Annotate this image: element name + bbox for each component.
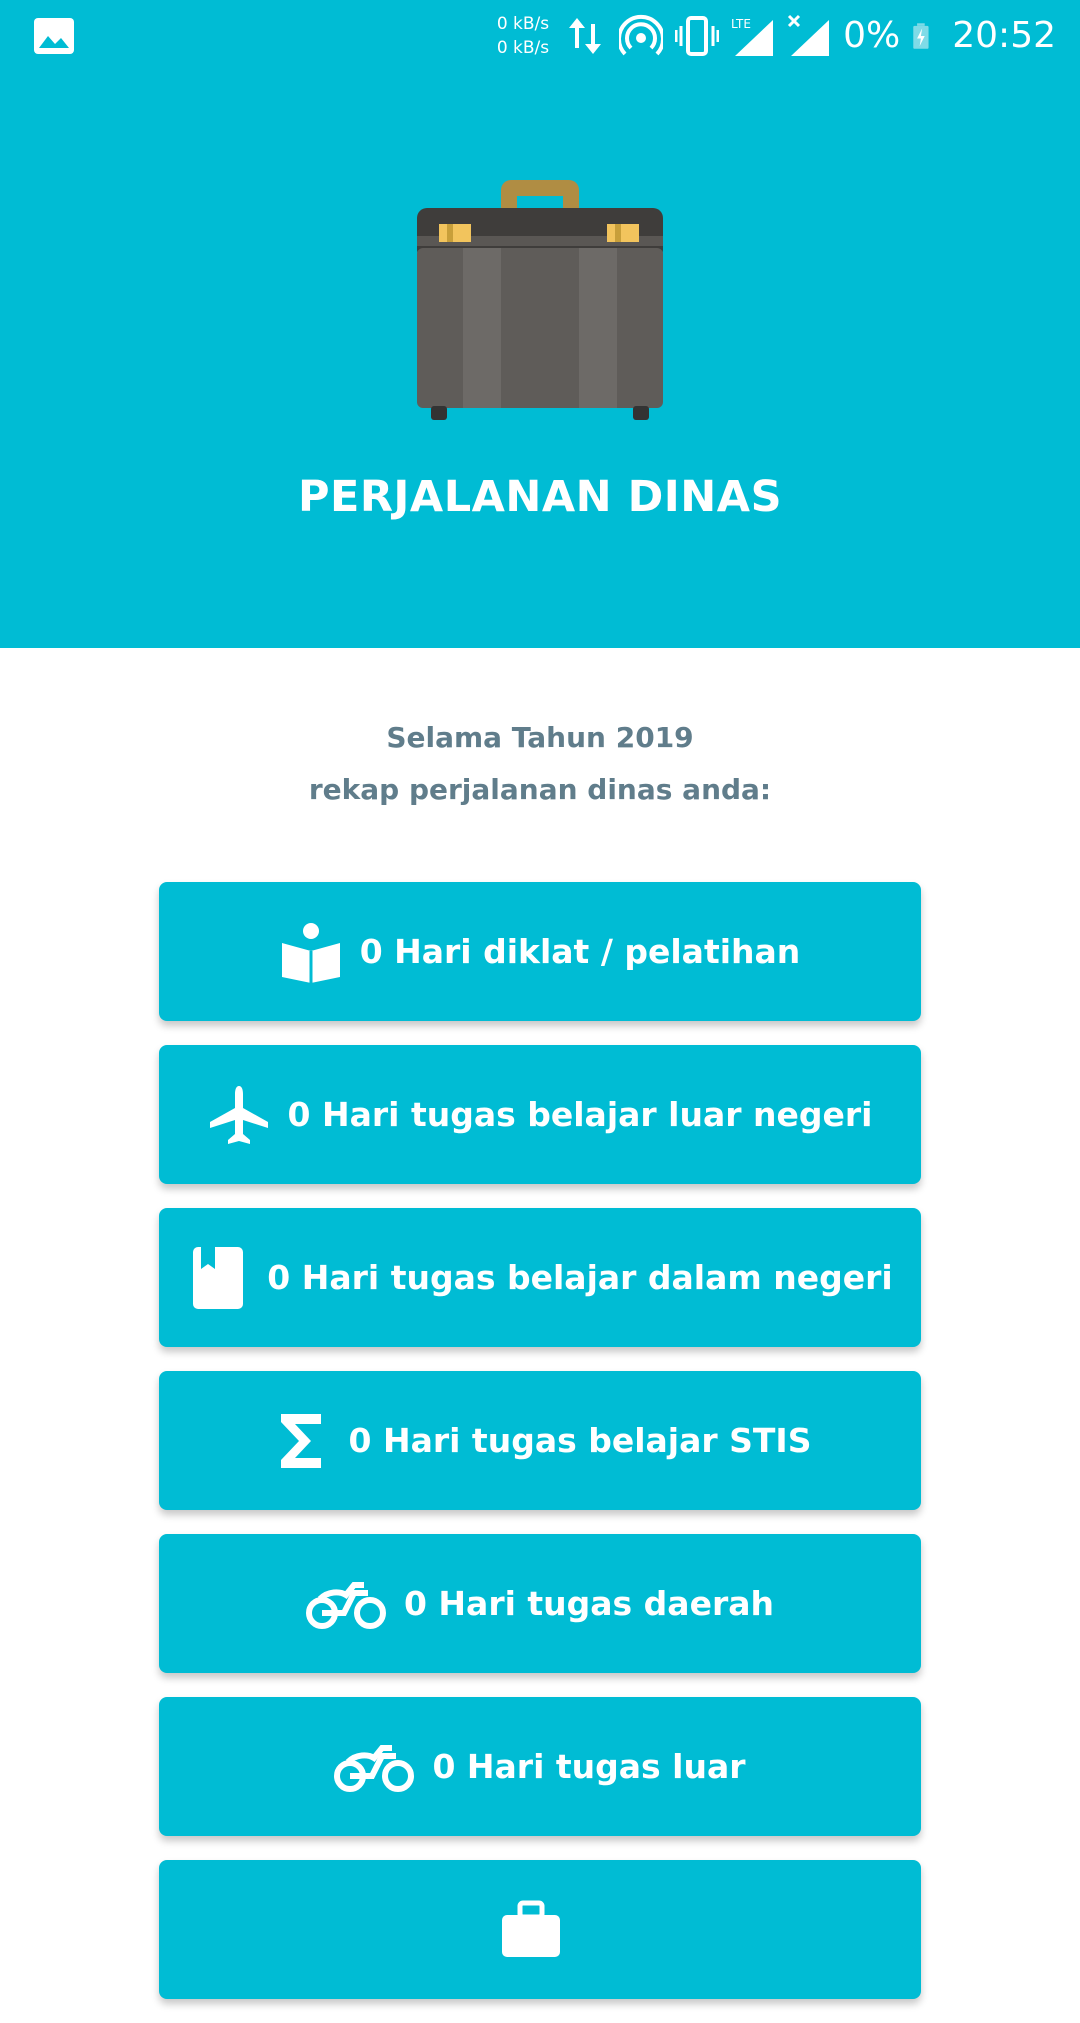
card-label: 0 Hari diklat / pelatihan — [359, 932, 801, 971]
card-label: 0 Hari tugas belajar STIS — [348, 1421, 812, 1460]
network-speed — [497, 12, 549, 60]
card-label: 0 Hari tugas daerah — [403, 1584, 774, 1623]
summary-line-1: Selama Tahun 2019 — [386, 721, 694, 754]
summary-line-2: rekap perjalanan dinas anda: — [308, 773, 772, 806]
image-icon — [34, 18, 74, 54]
no-signal-icon — [787, 14, 831, 58]
card-label: 0 Hari tugas luar — [432, 1747, 746, 1786]
svg-text:LTE: LTE — [731, 17, 752, 31]
book-icon — [187, 1247, 249, 1309]
travel-summary-list — [159, 882, 921, 2023]
card-partial[interactable] — [159, 1860, 921, 1999]
vibrate-icon — [675, 14, 719, 58]
airplane-icon — [208, 1084, 270, 1146]
reading-icon — [280, 921, 342, 983]
card-label: 0 Hari tugas belajar dalam negeri — [267, 1258, 893, 1297]
net-up-speed: 0 kB/s — [496, 14, 550, 34]
clock: 20:52 — [952, 15, 1056, 56]
status-bar — [0, 0, 1080, 72]
net-down-speed: 0 kB/s — [496, 38, 550, 58]
card-tugas-luar[interactable] — [159, 1697, 921, 1836]
briefcase-small-icon — [500, 1899, 562, 1961]
page-title: PERJALANAN DINAS — [297, 472, 783, 522]
sigma-icon — [269, 1410, 331, 1472]
battery-charging-icon — [912, 14, 940, 58]
data-arrows-icon — [563, 14, 607, 58]
motorcycle-icon — [306, 1573, 386, 1635]
summary-text — [0, 712, 1080, 816]
card-diklat[interactable] — [159, 882, 921, 1021]
card-belajar-dalam-negeri[interactable] — [159, 1208, 921, 1347]
card-belajar-stis[interactable] — [159, 1371, 921, 1510]
header-banner — [0, 0, 1080, 648]
motorcycle-icon — [334, 1736, 414, 1798]
battery-percent: 0% — [843, 15, 901, 56]
card-label: 0 Hari tugas belajar luar negeri — [287, 1095, 873, 1134]
lte-signal-icon — [731, 14, 775, 58]
card-tugas-daerah[interactable] — [159, 1534, 921, 1673]
hotspot-icon — [619, 14, 663, 58]
briefcase-icon — [417, 178, 663, 426]
card-belajar-luar-negeri[interactable] — [159, 1045, 921, 1184]
